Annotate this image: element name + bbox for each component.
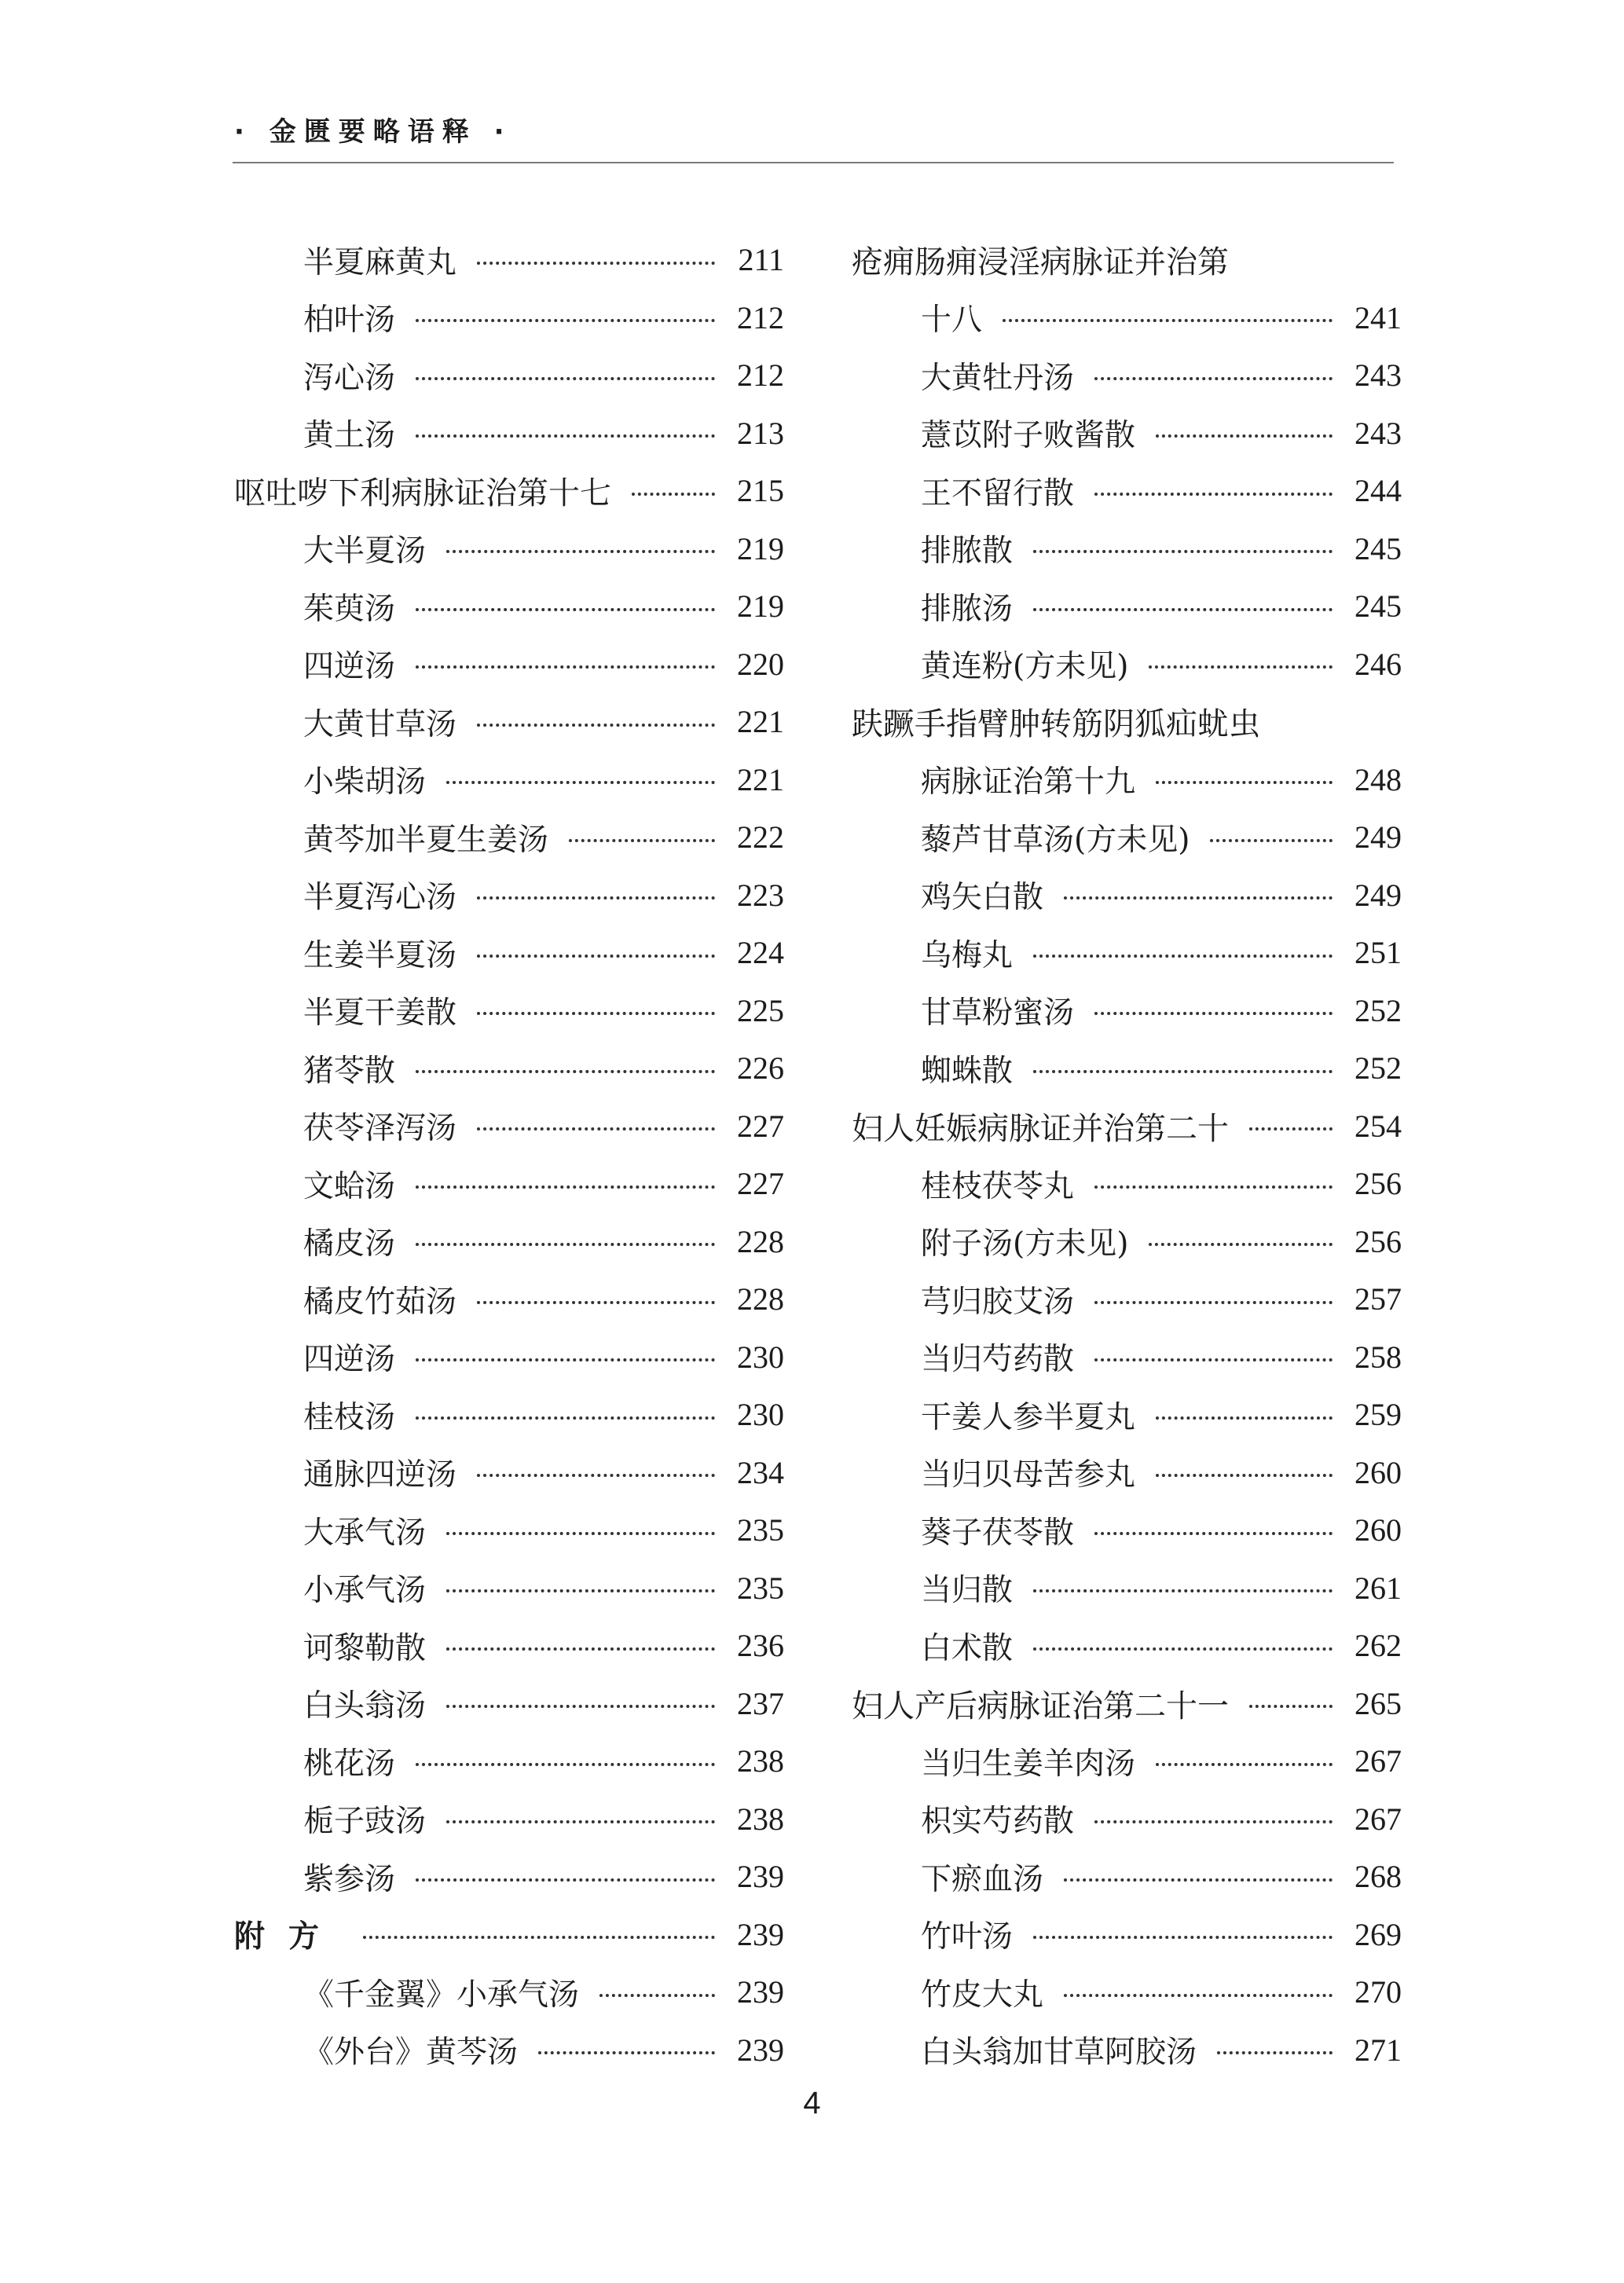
- dot-leader: [1003, 319, 1333, 322]
- dot-leader: [416, 1763, 715, 1766]
- toc-entry-title: 茱萸汤: [303, 591, 396, 627]
- dot-leader: [416, 608, 715, 611]
- toc-entry-page: 228: [737, 1281, 784, 1317]
- toc-entry-page: 256: [1355, 1166, 1402, 1202]
- dot-leader: [1094, 1532, 1333, 1535]
- dot-leader: [1094, 493, 1333, 496]
- dot-leader: [1033, 608, 1333, 611]
- toc-entry-title: 茯苓泽泻汤: [303, 1111, 457, 1147]
- toc-entry-title: 大承气汤: [303, 1515, 427, 1551]
- header-divider: [233, 162, 1394, 163]
- toc-entry-page: 251: [1355, 935, 1402, 971]
- toc-entry-page: 215: [737, 473, 784, 509]
- toc-entry: [852, 346, 1402, 405]
- toc-entry-title: 排脓散: [921, 533, 1014, 570]
- toc-entry: [852, 462, 1402, 520]
- dot-leader: [569, 839, 715, 842]
- toc-entry: [234, 289, 784, 347]
- toc-entry-page: 221: [737, 704, 784, 740]
- dot-leader: [1094, 1185, 1333, 1189]
- toc-entry-page: 244: [1355, 473, 1402, 509]
- toc-entry: [234, 1906, 784, 1964]
- toc-entry-page: 225: [737, 992, 784, 1028]
- dot-leader: [446, 1820, 715, 1823]
- toc-entry-title: 桃花汤: [303, 1746, 396, 1782]
- toc-entry-title: 猪苓散: [303, 1053, 396, 1089]
- dot-leader: [446, 781, 715, 784]
- toc-entry-title: 紫参汤: [303, 1861, 396, 1897]
- toc-entry: [234, 1732, 784, 1790]
- dot-leader: [1156, 1416, 1333, 1420]
- toc-entry-title: 生姜半夏汤: [303, 937, 457, 973]
- dot-leader: [416, 319, 715, 322]
- toc-entry: [852, 1213, 1402, 1271]
- toc-entry-page: 230: [737, 1339, 784, 1375]
- toc-entry: [852, 1155, 1402, 1213]
- toc-entry: [234, 577, 784, 636]
- toc-entry-title: 排脓汤: [921, 591, 1014, 627]
- toc-entry: [234, 693, 784, 751]
- dot-leader: [538, 2051, 715, 2054]
- toc-entry-page: 220: [737, 646, 784, 682]
- toc-entry-title: 诃黎勒散: [303, 1630, 427, 1666]
- toc-entry-title: 白头翁加甘草阿胶汤: [921, 2035, 1197, 2071]
- toc-entry-page: 269: [1355, 1916, 1402, 1952]
- toc-entry-page: 235: [737, 1570, 784, 1606]
- dot-leader: [477, 724, 715, 727]
- dot-leader: [1064, 1994, 1333, 1997]
- toc-entry-page: 222: [737, 819, 784, 856]
- dot-leader: [477, 1127, 715, 1131]
- toc-entry-title: 小柴胡汤: [303, 764, 427, 801]
- toc-entry-title: 乌梅丸: [921, 937, 1014, 973]
- dot-leader: [416, 1185, 715, 1189]
- toc-entry-page: 258: [1355, 1339, 1402, 1375]
- dot-leader: [416, 1243, 715, 1246]
- toc-entry: [852, 2021, 1402, 2080]
- toc-entry-page: 213: [737, 415, 784, 451]
- toc-entry-title: 王不留行散: [921, 475, 1075, 511]
- toc-entry-title: 四逆汤: [303, 649, 396, 685]
- toc-entry: [852, 1559, 1402, 1618]
- toc-entry-page: 248: [1355, 761, 1402, 797]
- toc-entry-title: 栀子豉汤: [303, 1804, 427, 1840]
- toc-entry-title: 鸡矢白散: [921, 880, 1044, 916]
- dot-leader: [1249, 1705, 1333, 1708]
- toc-chapter-entry: [852, 1675, 1402, 1733]
- toc-entry-title: 白术散: [921, 1630, 1014, 1666]
- toc-entry-title: 竹皮大丸: [921, 1977, 1044, 2013]
- dot-leader: [1094, 1820, 1333, 1823]
- toc-chapter-entry: [852, 289, 1402, 347]
- toc-entry: [234, 1559, 784, 1618]
- toc-entry-title: 橘皮竹茹汤: [303, 1284, 457, 1320]
- toc-entry-page: 256: [1355, 1223, 1402, 1259]
- toc-entry: [234, 867, 784, 925]
- dot-leader: [1094, 1301, 1333, 1304]
- toc-entry: [852, 867, 1402, 925]
- toc-entry: [852, 1501, 1402, 1559]
- toc-entry-page: 246: [1355, 646, 1402, 682]
- toc-entry-page: 221: [737, 761, 784, 797]
- dot-leader: [1094, 1358, 1333, 1361]
- toc-entry-page: 224: [737, 935, 784, 971]
- dot-leader: [416, 1878, 715, 1882]
- dot-leader: [1033, 1589, 1333, 1592]
- running-header: · 金匮要略语释 ·: [234, 116, 512, 148]
- toc-entry-title: 半夏干姜散: [303, 995, 457, 1032]
- toc-entry-page: 228: [737, 1223, 784, 1259]
- toc-entry-title: 小承气汤: [303, 1573, 427, 1609]
- toc-entry-page: 211: [738, 242, 784, 278]
- dot-leader: [416, 1416, 715, 1420]
- dot-leader: [1064, 1878, 1333, 1882]
- dot-leader: [1156, 1763, 1333, 1766]
- toc-entry: [234, 924, 784, 982]
- toc-entry-title: 竹叶汤: [921, 1919, 1014, 1955]
- toc-entry: [234, 751, 784, 809]
- dot-leader: [1094, 377, 1333, 380]
- dot-leader: [1210, 839, 1333, 842]
- toc-entry: [852, 1386, 1402, 1444]
- dot-leader: [1217, 2051, 1333, 2054]
- dot-leader: [1033, 1070, 1333, 1073]
- toc-entry-page: 249: [1355, 819, 1402, 856]
- toc-entry-page: 254: [1355, 1108, 1402, 1144]
- toc-entry-title: 当归散: [921, 1573, 1014, 1609]
- dot-leader: [599, 1994, 715, 1997]
- dot-leader: [416, 377, 715, 380]
- toc-entry: [234, 1039, 784, 1098]
- toc-entry: [234, 1963, 784, 2021]
- toc-entry-page: 249: [1355, 877, 1402, 913]
- toc-entry-title: 半夏麻黄丸: [303, 244, 457, 280]
- dot-leader: [446, 1705, 715, 1708]
- toc-entry: [852, 1039, 1402, 1098]
- toc-entry-title: 四逆汤: [303, 1342, 396, 1378]
- toc-entry: [852, 1732, 1402, 1790]
- dot-leader: [416, 434, 715, 438]
- toc-entry-title: 《千金翼》小承气汤: [303, 1977, 580, 2013]
- toc-entry-page: 268: [1355, 1859, 1402, 1895]
- dot-leader: [1033, 1936, 1333, 1939]
- toc-entry-title: 蜘蛛散: [921, 1053, 1014, 1089]
- toc-entry-title: 黄土汤: [303, 418, 396, 454]
- dot-leader: [477, 262, 715, 265]
- toc-entry: [852, 1963, 1402, 2021]
- toc-chapter-entry: [852, 231, 1402, 289]
- toc-entry: [234, 1098, 784, 1156]
- toc-entry-page: 219: [737, 530, 784, 566]
- toc-entry-title: 枳实芍药散: [921, 1804, 1075, 1840]
- toc-entry-title: 甘草粉蜜汤: [921, 995, 1075, 1032]
- toc-entry-title: 文蛤汤: [303, 1168, 396, 1204]
- toc-entry-page: 261: [1355, 1570, 1402, 1606]
- dot-leader: [632, 493, 715, 496]
- toc-entry-page: 257: [1355, 1281, 1402, 1317]
- dot-leader: [446, 1532, 715, 1535]
- toc-entry-title: 半夏泻心汤: [303, 880, 457, 916]
- toc-entry-title: 当归生姜羊肉汤: [921, 1746, 1136, 1782]
- toc-entry: [852, 1617, 1402, 1675]
- toc-entry-title: 桂枝茯苓丸: [921, 1168, 1075, 1204]
- toc-entry-page: 239: [737, 1974, 784, 2010]
- toc-entry-title: 橘皮汤: [303, 1226, 396, 1262]
- toc-entry: [234, 346, 784, 405]
- dot-leader: [446, 1589, 715, 1592]
- toc-entry-page: 259: [1355, 1397, 1402, 1433]
- dot-leader: [1064, 896, 1333, 900]
- toc-entry-page: 243: [1355, 415, 1402, 451]
- toc-entry-title: 下瘀血汤: [921, 1861, 1044, 1897]
- toc-entry-page: 271: [1355, 2032, 1402, 2068]
- toc-entry: [234, 405, 784, 463]
- toc-chapter-entry: [852, 1098, 1402, 1156]
- toc-chapter-entry: [234, 462, 784, 520]
- toc-entry-page: 223: [737, 877, 784, 913]
- toc-entry-title: 呕吐哕下利病脉证治第十七: [234, 475, 611, 512]
- toc-entry-title: 黄连粉(方未见): [921, 649, 1129, 685]
- toc-entry-title: 通脉四逆汤: [303, 1457, 457, 1493]
- toc-entry-title: 《外台》黄芩汤: [303, 2035, 519, 2071]
- toc-entry-page: 245: [1355, 588, 1402, 625]
- toc-entry-page: 260: [1355, 1512, 1402, 1548]
- toc-entry-title: 葵子茯苓散: [921, 1515, 1075, 1551]
- toc-entry: [852, 982, 1402, 1040]
- dot-leader: [416, 1070, 715, 1073]
- toc-entry: [234, 520, 784, 578]
- dot-leader: [1033, 955, 1333, 958]
- toc-entry: [852, 520, 1402, 578]
- dot-leader: [416, 665, 715, 669]
- dot-leader: [1249, 1127, 1333, 1131]
- toc-entry-title: 疮痈肠痈浸淫病脉证并治第: [852, 244, 1229, 281]
- dot-leader: [416, 1358, 715, 1361]
- dot-leader: [477, 1301, 715, 1304]
- toc-entry-page: 239: [737, 1916, 784, 1952]
- toc-entry-title: 趺蹶手指臂肿转筋阴狐疝蚘虫: [852, 706, 1260, 743]
- toc-entry-page: 265: [1355, 1685, 1402, 1721]
- toc-entry-page: 239: [737, 2032, 784, 2068]
- toc-entry-page: 230: [737, 1397, 784, 1433]
- toc-left-column: [234, 231, 784, 2079]
- toc-entry-page: 212: [737, 357, 784, 394]
- toc-entry: [234, 1270, 784, 1328]
- toc-entry: [234, 1155, 784, 1213]
- dot-leader: [477, 1012, 715, 1015]
- toc-entry-title: 大黄牡丹汤: [921, 360, 1075, 396]
- toc-entry: [234, 982, 784, 1040]
- toc-entry: [234, 231, 784, 289]
- toc-entry-title: 桂枝汤: [303, 1399, 396, 1435]
- toc-entry-title: 附子汤(方未见): [921, 1226, 1129, 1262]
- toc-entry-page: 238: [737, 1801, 784, 1837]
- toc-entry-page: 252: [1355, 992, 1402, 1028]
- dot-leader: [1149, 665, 1333, 669]
- dot-leader: [477, 896, 715, 900]
- toc-entry-page: 243: [1355, 357, 1402, 394]
- page-number: 4: [803, 2086, 821, 2120]
- toc-right-column: [852, 231, 1402, 2079]
- toc-entry-title: 妇人产后病脉证治第二十一: [852, 1688, 1229, 1724]
- toc-entry-page: 235: [737, 1512, 784, 1548]
- toc-entry: [852, 1790, 1402, 1849]
- toc-entry-page: 227: [737, 1108, 784, 1144]
- toc-entry-page: 226: [737, 1050, 784, 1087]
- toc-chapter-entry: [852, 693, 1402, 751]
- toc-entry-title: 附方: [234, 1919, 343, 1955]
- toc-entry-page: 236: [737, 1628, 784, 1664]
- toc-entry: [852, 577, 1402, 636]
- toc-entry: [234, 1617, 784, 1675]
- toc-entry-title: 大半夏汤: [303, 533, 427, 570]
- toc-entry: [852, 808, 1402, 867]
- toc-entry: [234, 2021, 784, 2080]
- dot-leader: [1094, 1012, 1333, 1015]
- dot-leader: [477, 1474, 715, 1477]
- toc-entry-page: 270: [1355, 1974, 1402, 2010]
- toc-entry: [852, 1328, 1402, 1387]
- toc-entry-page: 234: [737, 1454, 784, 1490]
- toc-entry: [234, 1386, 784, 1444]
- toc-entry-page: 260: [1355, 1454, 1402, 1490]
- toc-entry-title: 黄芩加半夏生姜汤: [303, 822, 549, 858]
- toc-entry: [234, 1501, 784, 1559]
- toc-entry-title: 妇人妊娠病脉证并治第二十: [852, 1110, 1229, 1147]
- toc-entry: [852, 405, 1402, 463]
- toc-entry-page: 267: [1355, 1801, 1402, 1837]
- toc-entry: [852, 636, 1402, 694]
- toc-chapter-entry: [852, 751, 1402, 809]
- toc-entry-title: 柏叶汤: [303, 302, 396, 339]
- toc-entry: [852, 1444, 1402, 1502]
- dot-leader: [1156, 1474, 1333, 1477]
- toc-entry-title: 十八: [921, 302, 983, 339]
- toc-entry-page: 239: [737, 1859, 784, 1895]
- toc-entry-page: 252: [1355, 1050, 1402, 1087]
- toc-entry: [234, 1444, 784, 1502]
- toc-entry-page: 219: [737, 588, 784, 625]
- dot-leader: [363, 1936, 715, 1939]
- dot-leader: [1156, 781, 1333, 784]
- toc-entry: [234, 1328, 784, 1387]
- toc-entry: [234, 1213, 784, 1271]
- toc-entry: [852, 1906, 1402, 1964]
- toc-entry: [852, 924, 1402, 982]
- toc-entry: [234, 1848, 784, 1906]
- toc-entry-title: 薏苡附子败酱散: [921, 418, 1136, 454]
- toc-entry-title: 大黄甘草汤: [303, 706, 457, 742]
- toc-entry-page: 267: [1355, 1743, 1402, 1779]
- toc-entry-title: 藜芦甘草汤(方未见): [921, 822, 1190, 858]
- toc-entry-page: 241: [1355, 299, 1402, 335]
- dot-leader: [1149, 1243, 1333, 1246]
- dot-leader: [1033, 1647, 1333, 1651]
- toc-entry: [852, 1848, 1402, 1906]
- dot-leader: [446, 550, 715, 553]
- toc-entry: [234, 808, 784, 867]
- toc-entry-page: 262: [1355, 1628, 1402, 1664]
- toc-entry-title: 芎归胶艾汤: [921, 1284, 1075, 1320]
- toc-entry-title: 当归芍药散: [921, 1342, 1075, 1378]
- dot-leader: [1033, 550, 1333, 553]
- toc-entry: [234, 1675, 784, 1733]
- dot-leader: [1156, 434, 1333, 438]
- toc-entry-title: 干姜人参半夏丸: [921, 1399, 1136, 1435]
- toc-entry-title: 病脉证治第十九: [921, 764, 1136, 801]
- toc-entry-page: 237: [737, 1685, 784, 1721]
- toc-entry-title: 泻心汤: [303, 360, 396, 396]
- toc-entry: [234, 636, 784, 694]
- toc-entry: [852, 1270, 1402, 1328]
- toc-entry-page: 245: [1355, 530, 1402, 566]
- dot-leader: [446, 1647, 715, 1651]
- dot-leader: [477, 955, 715, 958]
- toc-entry-title: 白头翁汤: [303, 1688, 427, 1724]
- toc-entry-page: 212: [737, 299, 784, 335]
- toc-entry: [234, 1790, 784, 1849]
- toc-entry-page: 238: [737, 1743, 784, 1779]
- toc-entry-page: 227: [737, 1166, 784, 1202]
- toc-entry-title: 当归贝母苦参丸: [921, 1457, 1136, 1493]
